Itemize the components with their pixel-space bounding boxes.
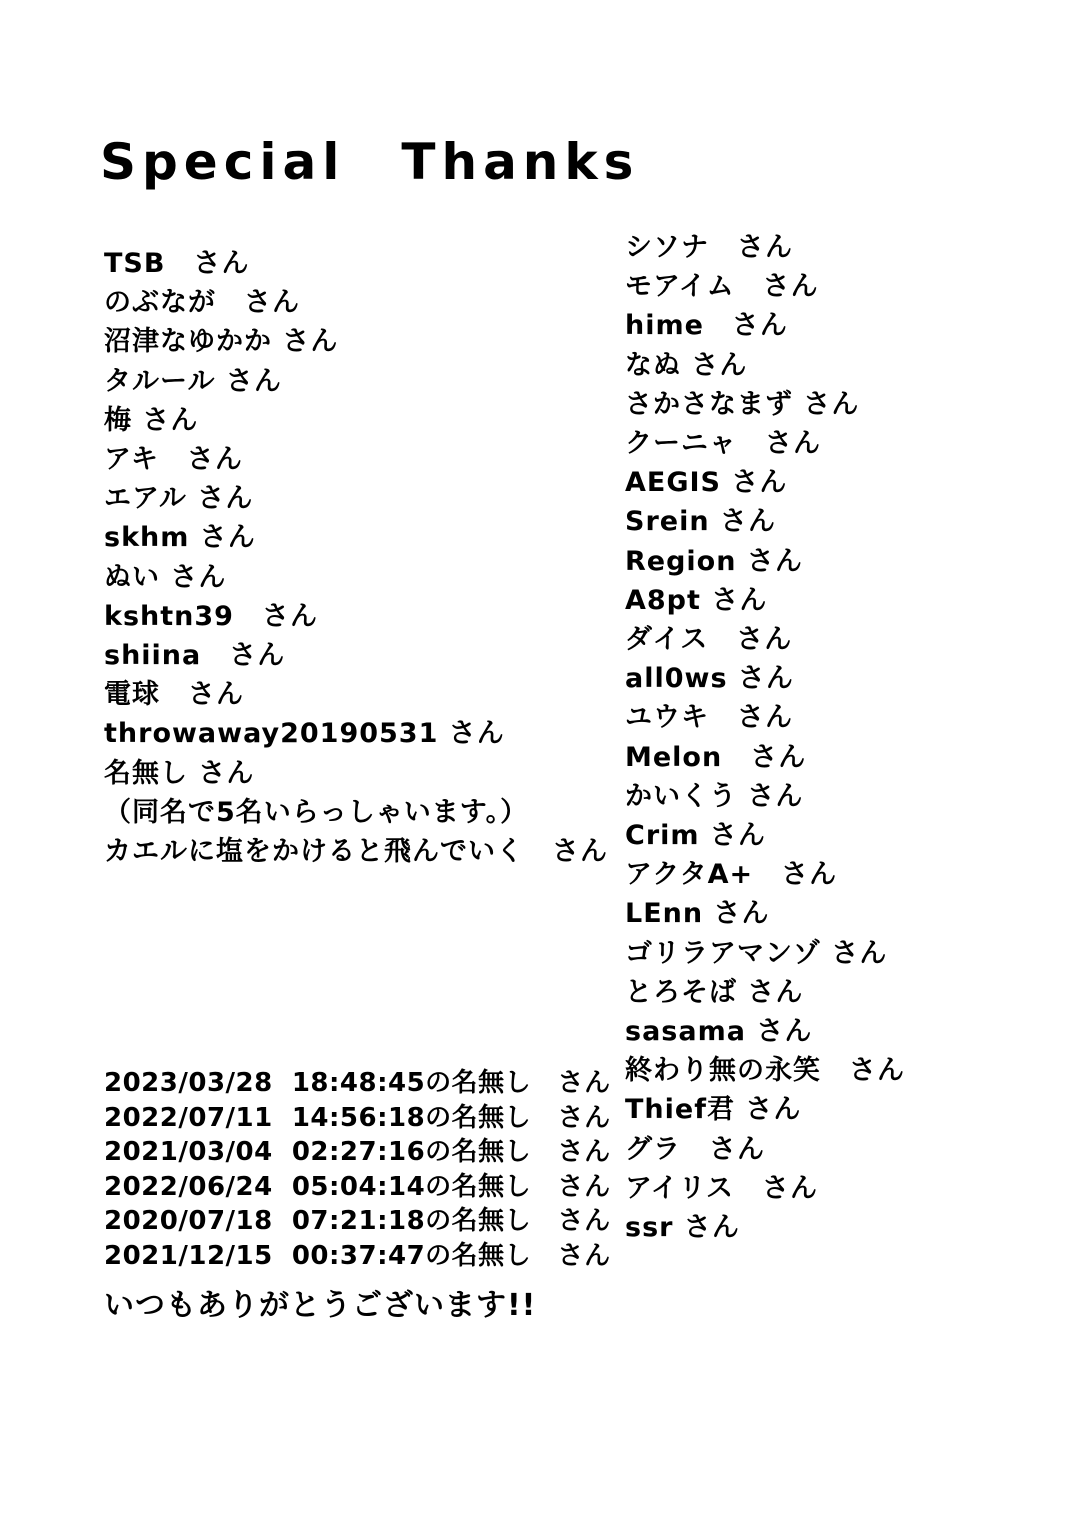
thanks-entry: 終わり無の永笑 さん — [625, 1055, 905, 1087]
thanks-entry: ssr さん — [625, 1212, 740, 1244]
thanks-entry: さかさなまず さん — [625, 388, 860, 420]
thanks-entry: ぬい さん — [104, 561, 227, 593]
thanks-entry: throwaway20190531 さん — [104, 718, 505, 750]
closing-message: いつもありがとうございます!! — [104, 1288, 537, 1323]
thanks-entry: グラ さん — [625, 1133, 765, 1165]
thanks-entry: かいくう さん — [625, 780, 804, 812]
thanks-entry: LEnn さん — [625, 898, 770, 930]
thanks-entry: Region さん — [625, 545, 803, 577]
thanks-entry: シソナ さん — [625, 232, 793, 263]
thanks-entry: ダイス さん — [625, 624, 793, 656]
thanks-entry: アイリス さん — [625, 1172, 819, 1204]
thanks-entry: A8pt さん — [625, 584, 768, 616]
thanks-entry: skhm さん — [104, 522, 256, 554]
thanks-entry: ゴリラアマンゾ さん — [625, 937, 888, 969]
thanks-entry: Crim さん — [625, 820, 766, 852]
thanks-entry: アクタA+ さん — [625, 859, 838, 891]
thanks-entry: アキ さん — [104, 444, 243, 476]
thanks-entry: sasama さん — [625, 1016, 813, 1048]
thanks-entry: 2022/06/24 05:04:14の名無し さん — [104, 1171, 611, 1202]
thanks-entry: AEGIS さん — [625, 467, 788, 499]
thanks-entry: 2020/07/18 07:21:18の名無し さん — [104, 1206, 611, 1236]
thanks-entry: なぬ さん — [625, 349, 748, 381]
thanks-entry: モアイム さん — [625, 271, 819, 303]
thanks-entry: 梅 さん — [104, 404, 199, 436]
thanks-list-right — [625, 228, 1075, 1247]
thanks-entry: （同名で5名いらっしゃいます。） — [104, 796, 529, 828]
thanks-entry: Melon さん — [625, 741, 807, 773]
thanks-entry: 2021/12/15 00:37:47の名無し さん — [104, 1240, 611, 1271]
thanks-entry: 名無し さん — [104, 757, 255, 789]
thanks-entry: 電球 さん — [104, 679, 244, 711]
thanks-entry: ユウキ さん — [625, 702, 793, 734]
thanks-entry: TSB さん — [104, 248, 250, 279]
thanks-entry: のぶなが さん — [104, 287, 300, 319]
thanks-entry: 沼津なゆかか さん — [104, 326, 339, 358]
thanks-list-left — [104, 244, 624, 871]
thanks-entry: hime さん — [625, 310, 788, 342]
thanks-entry: とろそば さん — [625, 976, 804, 1008]
thanks-entry: 2021/03/04 02:27:16の名無し さん — [104, 1137, 611, 1167]
thanks-entry: タルール さん — [104, 365, 282, 397]
dated-thanks-list — [104, 1066, 664, 1273]
thanks-entry: shiina さん — [104, 640, 286, 672]
thanks-entry: Thief君 さん — [625, 1094, 802, 1126]
thanks-entry: エアル さん — [104, 483, 254, 515]
thanks-entry: カエルに塩をかけると飛んでいく さん — [104, 836, 608, 868]
thanks-entry: 2022/07/11 14:56:18の名無し さん — [104, 1102, 611, 1133]
page-title: Special Thanks — [100, 132, 640, 191]
thanks-entry: kshtn39 さん — [104, 600, 318, 632]
thanks-entry: 2023/03/28 18:48:45の名無し さん — [104, 1068, 611, 1098]
thanks-entry: all0ws さん — [625, 663, 794, 695]
thanks-entry: クーニャ さん — [625, 428, 821, 460]
thanks-entry: Srein さん — [625, 506, 776, 538]
